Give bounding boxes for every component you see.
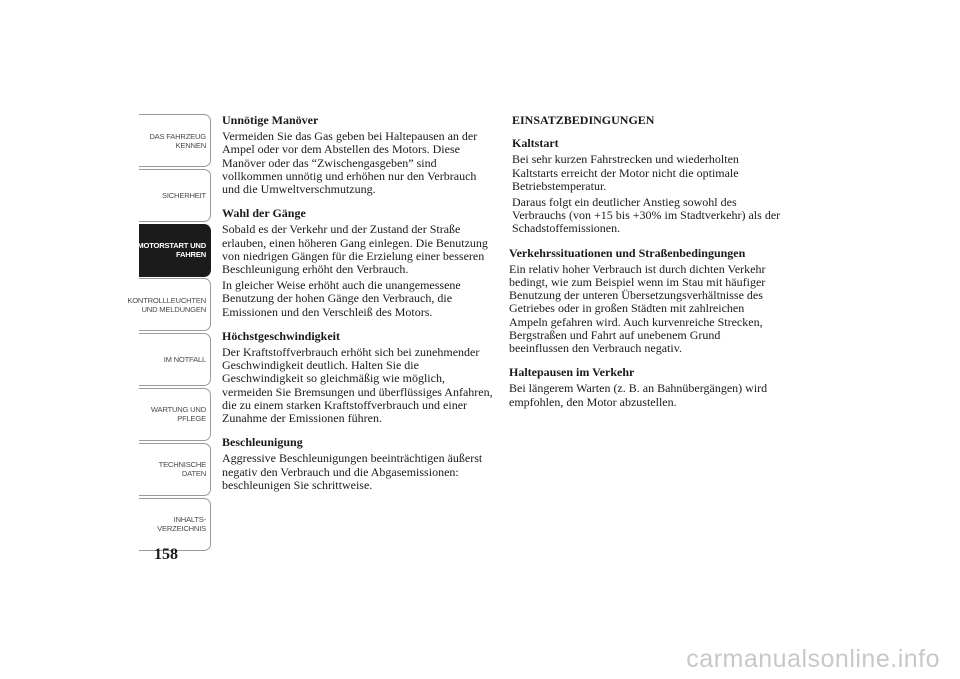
chapter-tab-label: TECHNISCHE [158, 460, 206, 470]
chapter-tab-label: UND MELDUNGEN [141, 304, 206, 314]
chapter-tab-label: MOTORSTART UND [137, 241, 206, 251]
paragraph: Aggressive Beschleunigungen beeinträchtigen äußerst negativ den Verbrauch und die Abgasemissionen: beschleunigen Sie schrittweise. [222, 451, 483, 492]
chapter-tab-6[interactable] [139, 443, 211, 496]
paragraph: Vermeiden Sie das Gas geben bei Haltepausen an der Ampel oder vor dem Abstellen des Motors. Diese Manöver oder das “Zwischengasgeben” sind vollkommen unnötig und erhöhen nur den Verbrauch und die Umweltverschmutzung. [222, 129, 478, 197]
heading-hoechstgeschwindigkeit: Höchstgeschwindigkeit [222, 328, 341, 343]
heading-verkehrssituationen: Verkehrssituationen und Straßenbedingungen [509, 245, 746, 260]
chapter-tab-1[interactable] [139, 169, 211, 222]
chapter-tab-3[interactable] [127, 278, 211, 331]
heading-kaltstart: Kaltstart [512, 136, 559, 151]
chapter-tab-label: IM NOTFALL [163, 355, 206, 365]
paragraph: Bei sehr kurzen Fahrstrecken und wiederholten Kaltstarts erreicht der Motor nicht die optimale Betriebstemperatur. [512, 152, 739, 193]
chapter-tab-label: KONTROLLLEUCHTEN [127, 295, 206, 305]
left-column [222, 114, 494, 503]
chapter-tab-0[interactable] [139, 114, 211, 167]
paragraph: In gleicher Weise erhöht auch die unangemessene Benutzung der hohen Gänge den Verbrauch, die Emissionen und den Verschleiß des Motors. [222, 278, 461, 319]
chapter-tab-label: PFLEGE [177, 414, 206, 424]
paragraph: Der Kraftstoffverbrauch erhöht sich bei zunehmender Geschwindigkeit deutlich. Halten Sie die Geschwindigkeit so gleichmäßig wie möglich, vermeiden Sie Bremsungen und überflüssiges Anfahren, die zu einem starken Kraftstoffverbrauch und einer Zunahme der Emissionen führen. [222, 345, 493, 426]
chapter-tabs [127, 114, 211, 552]
chapter-tab-label: FAHREN [175, 250, 206, 260]
chapter-tab-label: VERZEICHNIS [157, 524, 206, 534]
watermark-text: carmanualsonline.info [686, 645, 940, 673]
heading-wahl-der-gaenge: Wahl der Gänge [222, 206, 306, 221]
paragraph: Daraus folgt ein deutlicher Anstieg sowohl des Verbrauchs (von +15 bis +30% im Stadtverkehr) als der Schadstoffemissionen. [512, 195, 781, 236]
right-column [509, 114, 781, 420]
chapter-tab-label: DATEN [181, 469, 206, 479]
page-number: 158 [154, 546, 178, 563]
chapter-tab-label: INHALTS- [173, 515, 206, 525]
chapter-tab-label: WARTUNG UND [150, 405, 206, 415]
paragraph: Bei längerem Warten (z. B. an Bahnübergängen) wird empfohlen, den Motor abzustellen. [509, 381, 768, 409]
chapter-tab-4[interactable] [139, 333, 211, 386]
chapter-tab-5[interactable] [139, 388, 211, 441]
chapter-tab-7[interactable] [139, 498, 211, 551]
paragraph: Sobald es der Verkehr und der Zustand der Straße erlauben, einen höheren Gang einlegen. Die Benutzung von niedrigen Gängen für die Erzielung einer besseren Beschleunigung erhöht den Verbrauch. [222, 222, 488, 277]
chapter-tab-2[interactable] [139, 224, 211, 277]
heading-beschleunigung: Beschleunigung [222, 435, 303, 450]
heading-unnoetige-manoever: Unnötige Manöver [222, 113, 319, 127]
chapter-tab-label: DAS FAHRZEUG [149, 131, 206, 141]
chapter-tab-label: KENNEN [175, 140, 206, 150]
heading-einsatzbedingungen: EINSATZBEDINGUNGEN [512, 113, 655, 127]
heading-haltepausen: Haltepausen im Verkehr [509, 365, 635, 380]
chapter-tab-label: SICHERHEIT [162, 190, 206, 200]
paragraph: Ein relativ hoher Verbrauch ist durch dichten Verkehr bedingt, wie zum Beispiel wenn im Stau mit häufiger Benutzung der unteren Übersetzungsverhältnisse des Getriebes oder in großen Städten mit zahlreichen Ampeln gefahren wird. Auch kurvenreiche Strecken, Bergstraßen und Fahrt auf unebenem Grund beeinflussen den Verbrauch negativ. [509, 261, 766, 356]
